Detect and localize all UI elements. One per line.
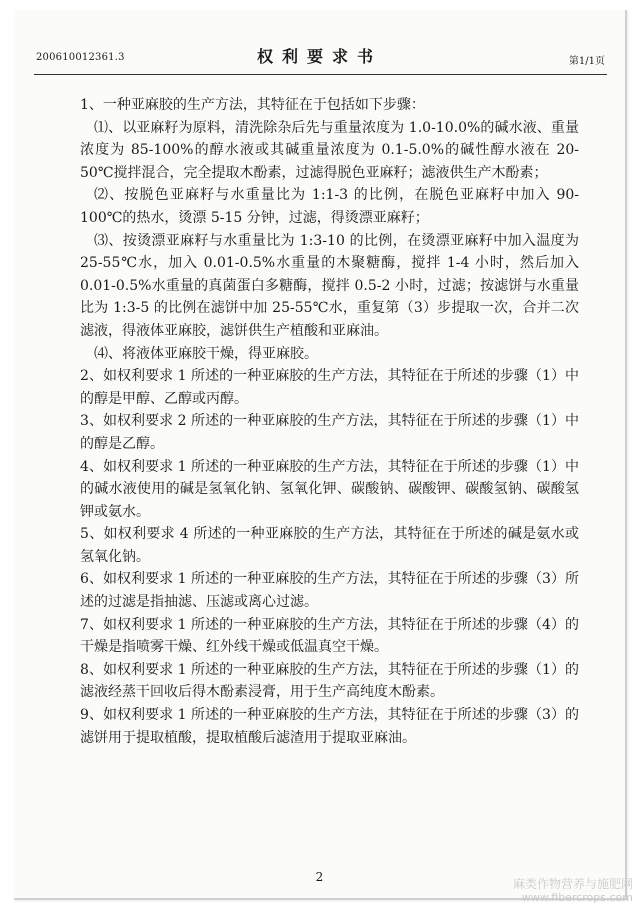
claim-6: 6、如权利要求 1 所述的一种亚麻胶的生产方法，其特征在于所述的步骤（3）所述的过滤是指抽滤、压滤或离心过滤。 bbox=[80, 571, 579, 611]
claim-4: 4、如权利要求 1 所述的一种亚麻胶的生产方法，其特征在于所述的步骤（1）中的碱水液使用的碱是氢氧化钠、氢氧化钾、碳酸钠、碳酸钾、碳酸氢钠、碳酸氢钾或氨水。 bbox=[80, 458, 579, 520]
page-header bbox=[14, 44, 625, 68]
claim-1-step-4: ⑷、将液体亚麻胶干燥，得亚麻胶。 bbox=[94, 345, 318, 362]
patent-page bbox=[14, 10, 627, 900]
watermark-url: www.fibercrops.com bbox=[521, 891, 633, 904]
claims-body bbox=[80, 94, 579, 749]
claim-3: 3、如权利要求 2 所述的一种亚麻胶的生产方法，其特征在于所述的步骤（1）中的醇是乙醇。 bbox=[80, 413, 579, 452]
header-divider bbox=[34, 74, 607, 75]
document-title: 权利要求书 bbox=[256, 47, 382, 66]
application-number: 200610012361.3 bbox=[36, 52, 125, 63]
claim-1-step-1: ⑴、以亚麻籽为原料，清洗除杂后先与重量浓度为 1.0-10.0%的碱水液、重量浓度为 85-100%的醇水液或其碱重量浓度为 0.1-5.0%的碱性醇水液在 20-50℃搅拌混合，完全提取木酚素，过滤得脱色亚麻籽；滤液供生产木酚素； bbox=[80, 119, 579, 181]
claim-1-step-3: ⑶、按烫漂亚麻籽与水重量比为 1:3-10 的比例，在烫漂亚麻籽中加入温度为 25-55℃水，加入 0.01-0.5%水重量的木聚糖酶，搅拌 1-4 小时，然后加入 0.01-0.5%水重量的真菌蛋白多糖酶，搅拌 0.5-2 小时，过滤；按滤饼与水重量比为 1:3-5 的比例在滤饼中加 25-55℃水，重复第（3）步提取一次，合并二次滤液，得液体亚麻胶，滤饼供生产植酸和亚麻油。 bbox=[80, 232, 579, 339]
claim-1: 1、一种亚麻胶的生产方法，其特征在于包括如下步骤： bbox=[80, 97, 425, 113]
site-watermark bbox=[513, 878, 633, 904]
claim-1-step-2: ⑵、按脱色亚麻籽与水重量比为 1:1-3 的比例，在脱色亚麻籽中加入 90-100℃的热水，烫漂 5-15 分钟，过滤，得烫漂亚麻籽； bbox=[80, 187, 579, 226]
page-number: 2 bbox=[315, 870, 324, 884]
claim-5: 5、如权利要求 4 所述的一种亚麻胶的生产方法，其特征在于所述的碱是氨水或氢氧化钠。 bbox=[80, 526, 579, 565]
page-indicator: 第1/1页 bbox=[568, 56, 605, 67]
claim-2: 2、如权利要求 1 所述的一种亚麻胶的生产方法，其特征在于所述的步骤（1）中的醇是甲醇、乙醇或丙醇。 bbox=[80, 368, 579, 407]
claim-8: 8、如权利要求 1 所述的一种亚麻胶的生产方法，其特征在于所述的步骤（1）的滤液经蒸干回收后得木酚素浸膏，用于生产高纯度木酚素。 bbox=[80, 661, 579, 701]
claim-9: 9、如权利要求 1 所述的一种亚麻胶的生产方法，其特征在于所述的步骤（3）的滤饼用于提取植酸，提取植酸后滤渣用于提取亚麻油。 bbox=[80, 707, 579, 746]
watermark-site-name: 麻类作物营养与施肥网 bbox=[512, 877, 633, 891]
claim-7: 7、如权利要求 1 所述的一种亚麻胶的生产方法，其特征在于所述的步骤（4）的干燥是指喷雾干燥、红外线干燥或低温真空干燥。 bbox=[80, 616, 579, 656]
